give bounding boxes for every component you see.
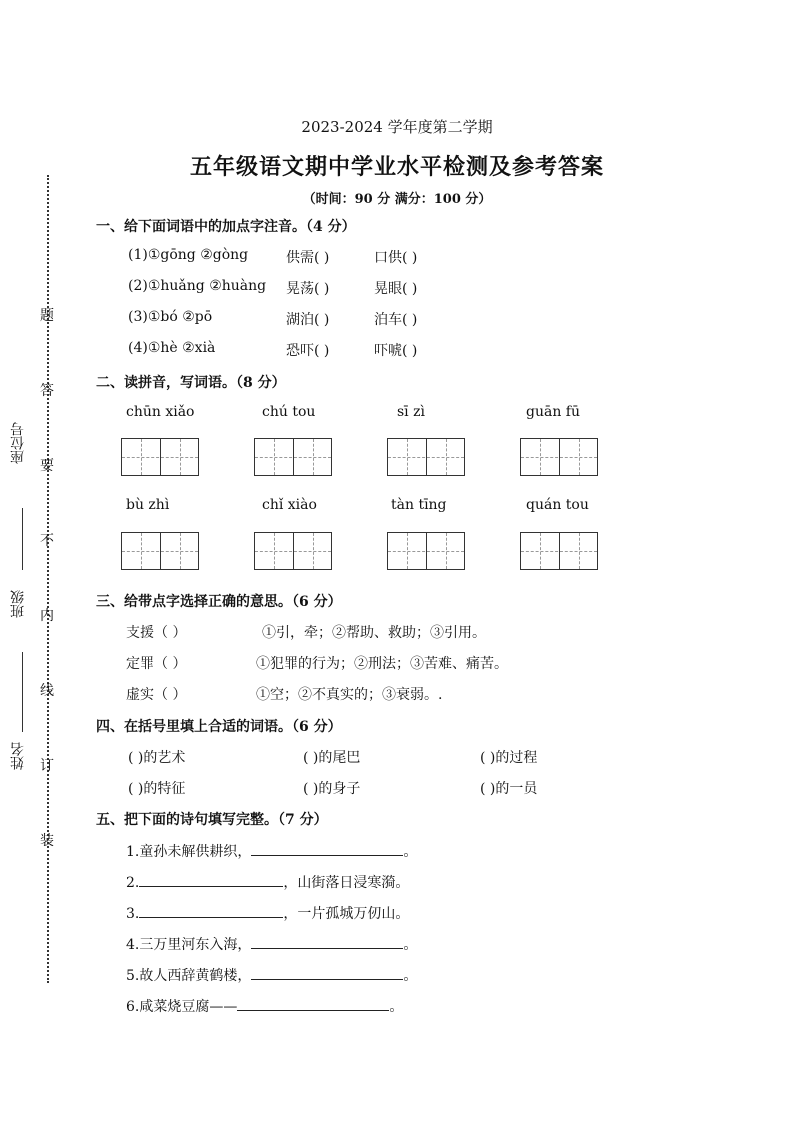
poem-blank[interactable] — [237, 996, 389, 1011]
s1-row3-word1: 湖泊( ) — [286, 312, 330, 328]
s1-row2-word1: 晃荡( ) — [286, 281, 330, 297]
seal-char: 订 — [40, 758, 54, 774]
s1-row4-word1: 恐吓( ) — [286, 343, 330, 359]
tianzige-box[interactable] — [121, 438, 199, 476]
poem-pre: 1.童孙未解供耕织， — [126, 844, 252, 860]
poem-post: 。 — [403, 968, 418, 984]
s4-blank[interactable]: ( )的特征 — [128, 781, 186, 797]
section2-title: 二、读拼音，写词语。（8 分） — [96, 375, 286, 391]
poem-blank[interactable] — [251, 934, 403, 949]
tianzige-box[interactable] — [254, 532, 332, 570]
s1-row3-word2: 泊车( ) — [374, 312, 418, 328]
s4-blank[interactable]: ( )的过程 — [480, 750, 538, 766]
s4-blank[interactable]: ( )的身子 — [303, 781, 361, 797]
poem-pre: 5.故人西辞黄鹤楼， — [126, 968, 252, 984]
poem-blank[interactable] — [251, 841, 403, 856]
poem-blank[interactable] — [139, 903, 283, 918]
pinyin-label: bù zhì — [126, 497, 170, 513]
s1-row2-word2: 晃眼( ) — [374, 281, 418, 297]
s4-blank[interactable]: ( )的艺术 — [128, 750, 186, 766]
pinyin-label: guān fū — [526, 404, 580, 420]
tianzige-box[interactable] — [520, 532, 598, 570]
poem-blank[interactable] — [251, 965, 403, 980]
exam-title: 五年级语文期中学业水平检测及参考答案 — [189, 154, 604, 180]
s3-meaning: ①犯罪的行为；②刑法；③苦难、痛苦。 — [256, 656, 508, 672]
s3-word: 定罪（ ） — [126, 656, 187, 672]
seal-char: 要 — [40, 458, 54, 474]
poem-item-4 — [126, 934, 417, 954]
s1-row2-options: (2)①huǎng ②huàng — [128, 278, 267, 294]
seat-number-label: 座位号 — [10, 422, 26, 464]
s3-meaning: ①空；②不真实的；③衰弱。. — [256, 687, 443, 703]
pinyin-label: chūn xiǎo — [126, 404, 195, 420]
s3-meaning: ①引，牵；②帮助、救助；③引用。 — [262, 625, 486, 641]
name-label: 姓名 — [10, 742, 26, 770]
tianzige-box[interactable] — [387, 438, 465, 476]
pinyin-label: chú tou — [262, 404, 316, 420]
exam-year: 2023-2024 学年度第二学期 — [301, 118, 493, 136]
poem-item-6 — [126, 996, 403, 1016]
class-blank[interactable] — [22, 508, 23, 570]
s1-row4-options: (4)①hè ②xià — [128, 340, 216, 356]
poem-blank[interactable] — [139, 872, 283, 887]
section1-title: 一、给下面词语中的加点字注音。（4 分） — [96, 219, 356, 235]
tianzige-box[interactable] — [254, 438, 332, 476]
tianzige-box[interactable] — [520, 438, 598, 476]
seal-char: 不 — [40, 533, 54, 549]
s3-word: 支援（ ） — [126, 625, 187, 641]
s1-row1-options: (1)①gōng ②gòng — [128, 247, 249, 263]
seal-char: 装 — [40, 833, 54, 849]
seal-char: 内 — [40, 608, 54, 624]
exam-subtitle: （时间：90 分 满分：100 分） — [302, 192, 492, 207]
pinyin-label: sī zì — [397, 404, 425, 420]
pinyin-label: tàn tīng — [391, 497, 447, 513]
section3-title: 三、给带点字选择正确的意思。（6 分） — [96, 594, 342, 610]
seal-char: 答 — [40, 383, 54, 399]
poem-pre: 4.三万里河东入海， — [126, 937, 252, 953]
s3-word: 虚实（ ） — [126, 687, 187, 703]
poem-pre: 2. — [126, 875, 140, 891]
poem-item-2 — [126, 872, 409, 892]
binding-dotted-line — [47, 175, 49, 983]
s1-row1-word1: 供需( ) — [286, 250, 330, 266]
tianzige-box[interactable] — [121, 532, 199, 570]
s1-row1-word2: 口供( ) — [374, 250, 418, 266]
seal-char: 题 — [40, 308, 54, 324]
poem-item-3 — [126, 903, 409, 923]
poem-post: 。 — [403, 937, 418, 953]
seal-char: 线 — [40, 683, 54, 699]
s4-blank[interactable]: ( )的一员 — [480, 781, 538, 797]
poem-post: 。 — [403, 844, 418, 860]
s1-row3-options: (3)①bó ②pō — [128, 309, 213, 325]
class-label: 班级 — [10, 590, 26, 618]
section5-title: 五、把下面的诗句填写完整。（7 分） — [96, 812, 328, 828]
poem-pre: 3. — [126, 906, 140, 922]
s1-row4-word2: 吓唬( ) — [374, 343, 418, 359]
poem-post: ，山街落日浸寒漪。 — [283, 875, 410, 891]
pinyin-label: quán tou — [526, 497, 589, 513]
pinyin-label: chǐ xiào — [262, 497, 317, 513]
tianzige-box[interactable] — [387, 532, 465, 570]
name-blank[interactable] — [22, 652, 23, 732]
poem-item-5 — [126, 965, 417, 985]
section4-title: 四、在括号里填上合适的词语。（6 分） — [96, 719, 342, 735]
poem-pre: 6.咸菜烧豆腐—— — [126, 999, 238, 1015]
poem-post: 。 — [389, 999, 404, 1015]
poem-item-1 — [126, 841, 417, 861]
poem-post: ，一片孤城万仞山。 — [283, 906, 410, 922]
s4-blank[interactable]: ( )的尾巴 — [303, 750, 361, 766]
